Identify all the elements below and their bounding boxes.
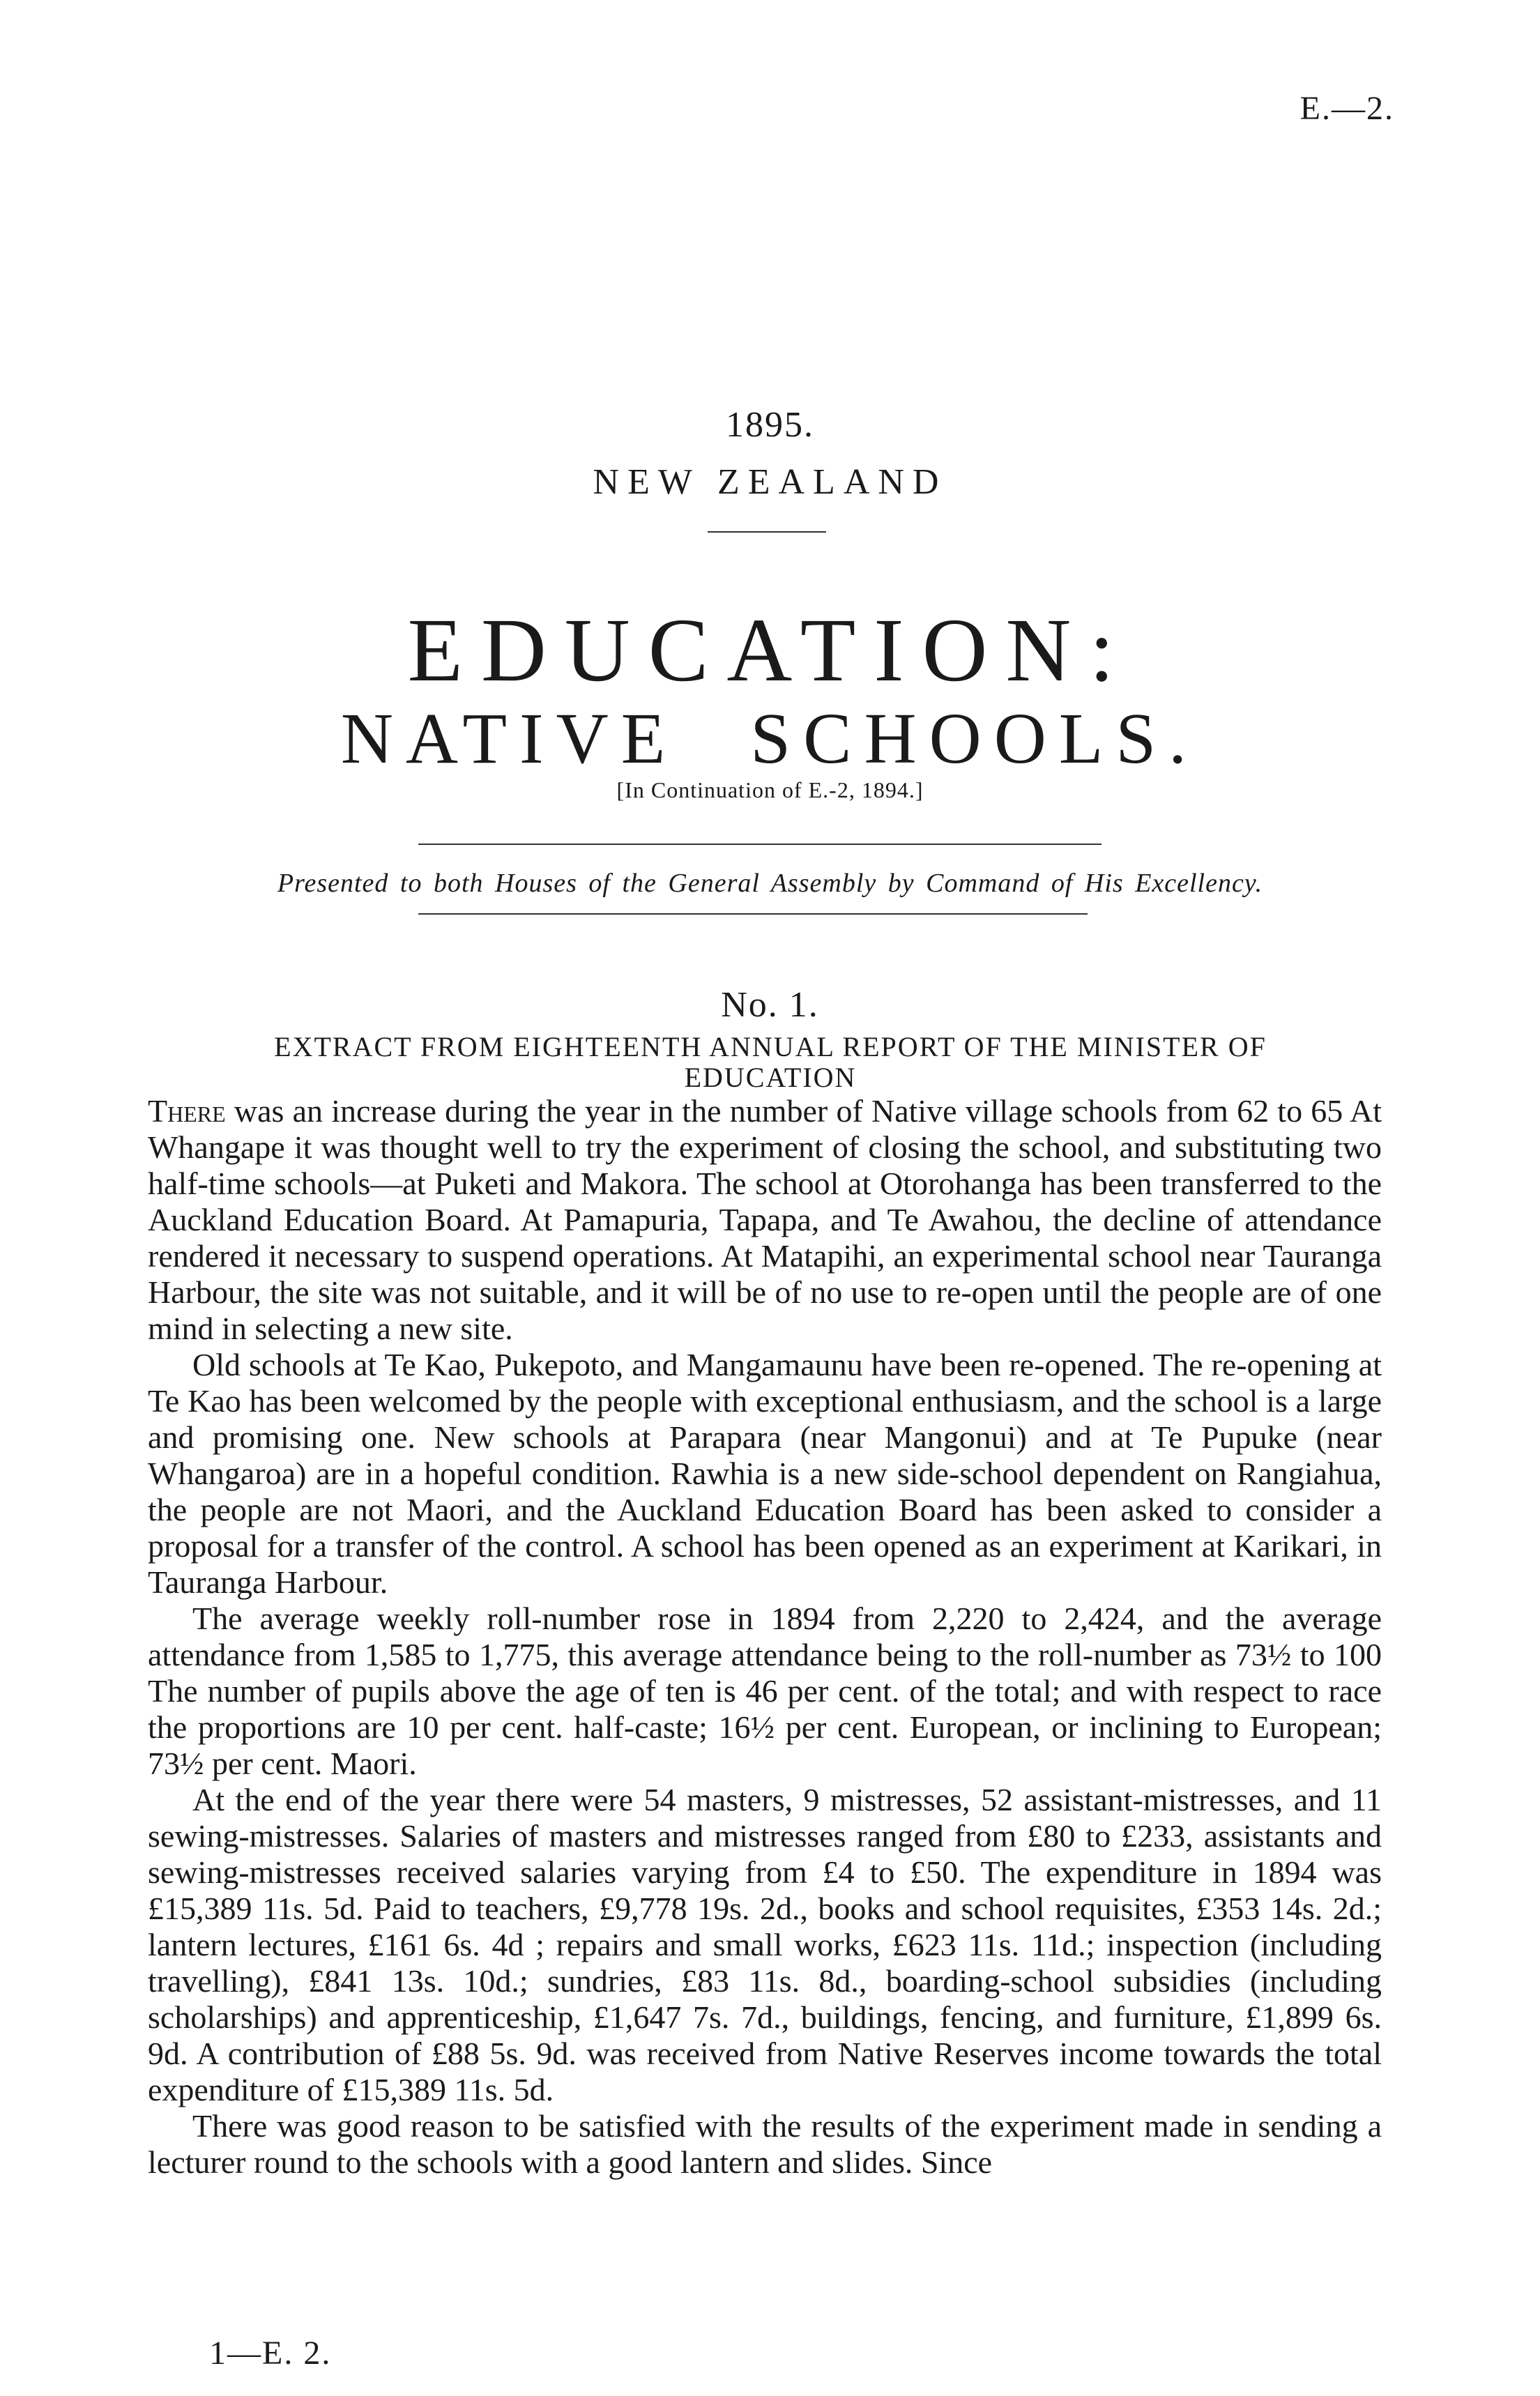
paragraph xyxy=(148,1782,1382,2108)
paragraph xyxy=(148,1347,1382,1601)
paragraph-text: Old schools at Te Kao, Pukepoto, and Mangamaunu have been re-opened. The re-opening at Te Kao has been welcomed by the people with exceptional enthusiasm, and the school is a large and promising one. New schools at Parapara (near Mangonui) and at Te Pupuke (near Whangaroa) are in a hopeful condition. Rawhia is a new side-school dependent on Rangiahua, the people are not Maori, and the Auckland Education Board has been asked to consider a proposal for a transfer of the control. A school has been opened as an experiment at Karikari, in Tauranga Harbour. xyxy=(148,1347,1382,1600)
paragraph-text: was an increase during the year in the number of Native village schools from 62 to 65 At Whangape it was thought well to try the experiment of closing the school, and substituting two half-time schools—at Puketi and Makora. The school at Otorohanga has been transferred to the Auckland Education Board. At Pamapuria, Tapapa, and Te Awahou, the decline of attendance rendered it necessary to suspend operations. At Matapihi, an experimental school near Tauranga Harbour, the site was not suitable, and it will be of no use to re-open until the people are of one mind in selecting a new site. xyxy=(148,1093,1382,1346)
page-signature: 1—E. 2. xyxy=(209,2335,332,2372)
paragraph xyxy=(148,1093,1382,1347)
paragraph-text: The average weekly roll-number rose in 1894 from 2,220 to 2,424, and the average attendance from 1,585 to 1,775, this average attendance being to the roll-number as 73½ to 100 The number of pupils above the age of ten is 46 per cent. of the total; and with respect to race the proportions are 10 per cent. half-caste; 16½ per cent. European, or inclining to European; 73½ per cent. Maori. xyxy=(148,1601,1382,1781)
paragraph-lead: There xyxy=(148,1093,226,1129)
report-body xyxy=(148,1093,1382,2181)
publication-year: 1895. xyxy=(726,405,814,445)
country-name: NEW ZEALAND xyxy=(593,462,947,502)
document-heading: EXTRACT FROM EIGHTEENTH ANNUAL REPORT OF THE MINISTER OF EDUCATION xyxy=(274,1031,1267,1093)
page-reference: E.—2. xyxy=(1299,90,1394,127)
paragraph xyxy=(148,1601,1382,1782)
presented-rule-bottom xyxy=(418,913,1088,915)
document-number: No. 1. xyxy=(721,985,819,1025)
presented-line: Presented to both Houses of the General Assembly by Command of His Excellency. xyxy=(277,869,1263,898)
paragraph-text: At the end of the year there were 54 masters, 9 mistresses, 52 assistant-mistresses, and 11 sewing-mistresses. Salaries of masters and mistresses ranged from £80 to £233, assistants and sewing-mistresses received salaries varying from £4 to £50. The expenditure in 1894 was £15,389 11s. 5d. Paid to teachers, £9,778 19s. 2d., books and school requisites, £353 14s. 2d.; lantern lectures, £161 6s. 4d ; repairs and small works, £623 11s. 11d.; inspection (including travelling), £841 13s. 10d.; sundries, £83 11s. 8d., boarding-school subsidies (including scholarships) and apprenticeship, £1,647 7s. 7d., buildings, fencing, and furniture, £1,899 6s. 9d. A contribution of £88 5s. 9d. was received from Native Reserves income towards the total expenditure of £15,389 11s. 5d. xyxy=(148,1782,1382,2107)
presented-rule-top xyxy=(418,844,1101,845)
continuation-note: [In Continuation of E.-2, 1894.] xyxy=(616,777,924,802)
sub-title: NATIVE SCHOOLS. xyxy=(340,699,1200,779)
main-title: EDUCATION: xyxy=(407,600,1133,701)
paragraph xyxy=(148,2108,1382,2181)
paragraph-text: There was good reason to be satisfied with the results of the experiment made in sending a lecturer round to the schools with a good lantern and slides. Since xyxy=(148,2108,1382,2180)
title-divider xyxy=(708,531,826,533)
